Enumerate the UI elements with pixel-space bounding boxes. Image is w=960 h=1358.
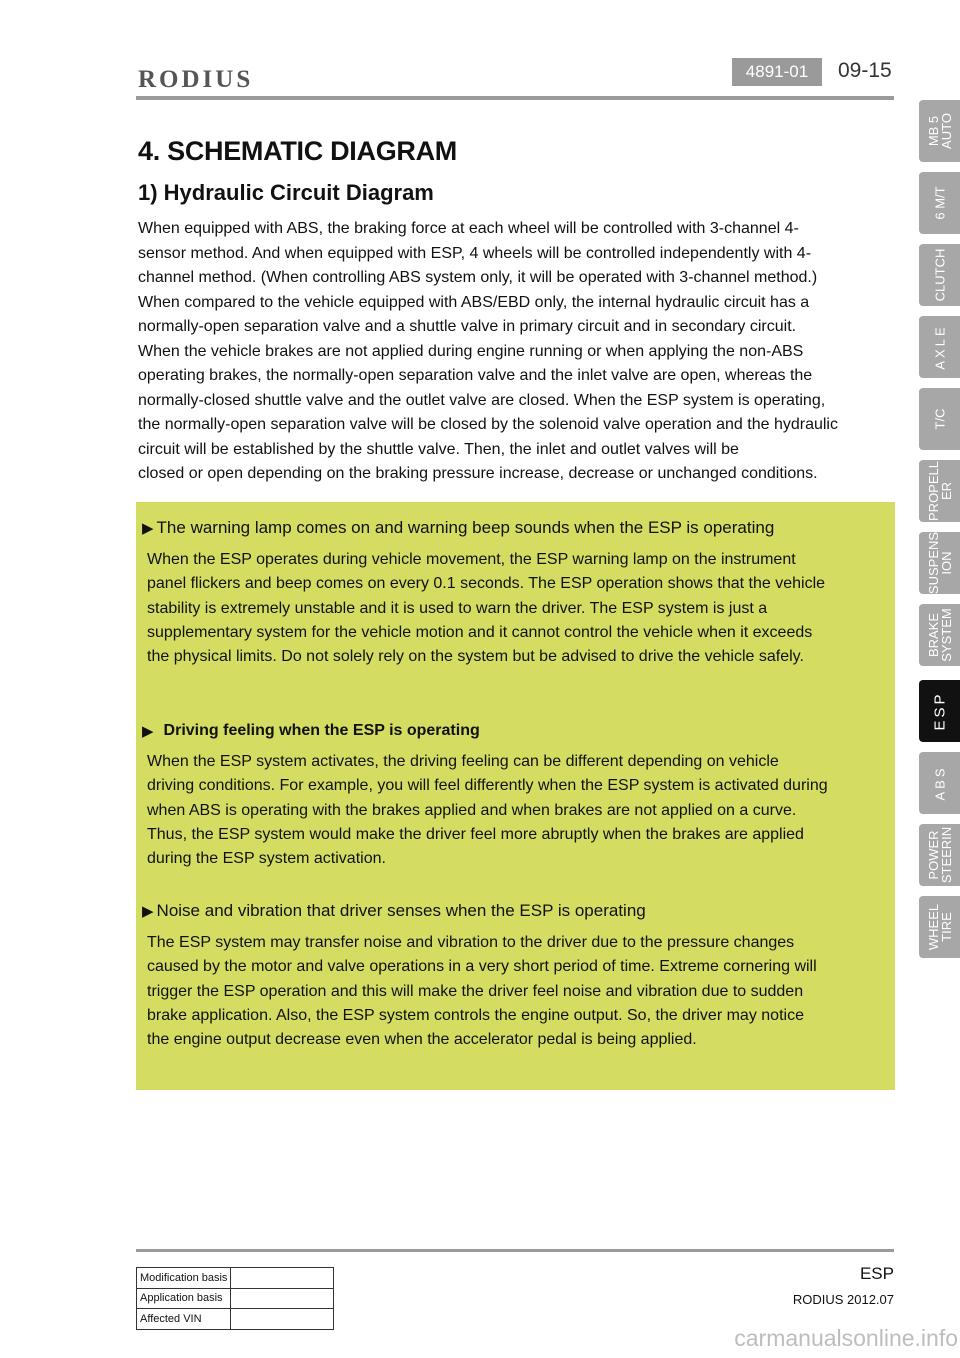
triangle-bullet-icon: ▶ <box>142 903 154 920</box>
note-line: when ABS is operating with the brakes applied and when brakes are not applied on a curve. <box>147 801 797 819</box>
note-section-title <box>142 901 862 921</box>
tab-mb5-auto[interactable] <box>919 100 960 162</box>
note-section-heading: The warning lamp comes on and warning beep sounds when the ESP is operating <box>156 518 775 537</box>
intro-line: operating brakes, the normally-open separation valve and the inlet valve are open, whereas the <box>138 367 813 384</box>
note-section-heading: Driving feeling when the ESP is operating <box>163 722 480 739</box>
table-cell <box>231 1268 334 1289</box>
table-label: Affected VIN <box>137 1309 231 1330</box>
tab-label-line: WHEEL <box>925 903 941 951</box>
table-label: Modification basis <box>137 1268 231 1289</box>
brand-logo: RODIUS <box>138 66 254 93</box>
note-line: caused by the motor and valve operations in a very short period of time. Extreme cornering will <box>147 958 817 976</box>
note-section-noise-vibration <box>142 901 862 1052</box>
tab-esp[interactable] <box>919 680 960 742</box>
note-line: When the ESP system activates, the driving feeling can be different depending on vehicle <box>147 753 779 770</box>
tab-label-line: PROPELL <box>925 461 941 521</box>
tab-label-line: ION <box>938 551 954 575</box>
intro-line: closed or open depending on the braking pressure increase, decrease or unchanged conditions. <box>138 465 818 482</box>
tab-power-steering[interactable] <box>919 824 960 886</box>
triangle-bullet-icon: ▶ <box>142 723 154 740</box>
tab-label-line: ABS <box>932 765 947 801</box>
note-line: the physical limits. Do not solely rely on the system but be advised to drive the vehicle safely. <box>147 648 804 666</box>
table-label: Application basis <box>137 1288 231 1309</box>
footer-section-name: ESP <box>859 1264 894 1283</box>
note-section-title <box>142 722 862 740</box>
tab-label-line: STEERIN <box>938 826 954 884</box>
tab-label-line: BRAKE <box>925 612 941 658</box>
tab-abs[interactable] <box>919 752 960 814</box>
tab-axle[interactable] <box>919 316 960 378</box>
table-cell <box>231 1309 334 1330</box>
intro-line: When equipped with ABS, the braking force at each wheel will be controlled with 3-channel 4- <box>138 220 799 237</box>
intro-line: channel method. (When controlling ABS system only, it will be operated with 3-channel method.) <box>138 269 818 286</box>
note-section-driving-feeling <box>142 722 862 871</box>
tab-label-line: ESP <box>931 691 948 731</box>
tab-suspension[interactable] <box>919 532 960 594</box>
note-section-body <box>142 750 862 871</box>
intro-line: normally-closed shuttle valve and the outlet valve are closed. When the ESP system is operating, <box>138 391 826 409</box>
note-line: driving conditions. For example, you will feel differently when the ESP system is activated during <box>147 777 828 795</box>
note-line: The ESP system may transfer noise and vibration to the driver due to the pressure changes <box>147 934 795 951</box>
tab-label-line: AUTO <box>938 113 954 149</box>
tab-6mt[interactable] <box>919 172 960 234</box>
tab-label-line: T/C <box>932 408 947 430</box>
modification-table <box>136 1267 334 1330</box>
note-section-title <box>142 518 862 538</box>
tab-brake-system[interactable] <box>919 604 960 666</box>
tab-label-line: MB 5 <box>925 115 941 147</box>
watermark: carmanualsonline.info <box>734 1325 958 1351</box>
page-title: 4. SCHEMATIC DIAGRAM <box>138 136 458 166</box>
note-line: the engine output decrease even when the accelerator pedal is being applied. <box>147 1031 697 1049</box>
table-row <box>137 1268 334 1289</box>
intro-paragraph <box>138 217 868 487</box>
note-section-heading: Noise and vibration that driver senses when the ESP is operating <box>156 901 646 920</box>
page-number: 09-15 <box>838 59 892 82</box>
note-line: trigger the ESP operation and this will make the driver feel noise and vibration due to sudden <box>147 982 804 1000</box>
tab-label-line: CLUTCH <box>932 248 947 302</box>
intro-line: the normally-open separation valve will be closed by the solenoid valve operation and the hydraulic <box>138 416 838 433</box>
note-line: brake application. Also, the ESP system controls the engine output. So, the driver may notice <box>147 1006 804 1024</box>
note-section-body <box>142 931 862 1052</box>
table-row <box>137 1288 334 1309</box>
note-section-body <box>142 548 862 669</box>
note-line: stability is extremely unstable and it is used to warn the driver. The ESP system is just a <box>147 599 768 617</box>
tab-wheel-tire[interactable] <box>919 896 960 958</box>
header-divider <box>136 96 894 100</box>
tab-label-line: 6 M/T <box>932 186 947 220</box>
triangle-bullet-icon: ▶ <box>142 520 154 537</box>
tab-label-line: SYSTEM <box>938 608 954 662</box>
note-line: Thus, the ESP system would make the driver feel more abruptly when the brakes are applied <box>147 825 804 843</box>
intro-line: circuit will be established by the shuttle valve. Then, the inlet and outlet valves will be <box>138 440 739 458</box>
table-row <box>137 1309 334 1330</box>
tab-label-line: ER <box>938 481 954 501</box>
note-section-warning-lamp <box>142 518 862 669</box>
tab-propeller[interactable] <box>919 460 960 522</box>
note-line: panel flickers and beep comes on every 0.1 seconds. The ESP operation shows that the vehicle <box>147 575 826 593</box>
note-line: When the ESP operates during vehicle movement, the ESP warning lamp on the instrument <box>147 551 796 568</box>
footer-model-date: RODIUS 2012.07 <box>792 1292 894 1307</box>
section-subtitle: 1) Hydraulic Circuit Diagram <box>138 180 434 205</box>
table-cell <box>231 1288 334 1309</box>
footer-divider <box>136 1249 894 1252</box>
note-line: during the ESP system activation. <box>147 850 386 868</box>
tab-tc[interactable] <box>919 388 960 450</box>
intro-line: When compared to the vehicle equipped with ABS/EBD only, the internal hydraulic circuit has a <box>138 293 810 311</box>
intro-line: When the vehicle brakes are not applied during engine running or when applying the non-ABS <box>138 342 804 360</box>
intro-line: normally-open separation valve and a shuttle valve in primary circuit and in secondary circuit. <box>138 318 797 335</box>
intro-line: sensor method. And when equipped with ESP, 4 wheels will be controlled independently with 4- <box>138 244 812 262</box>
tab-label-line: POWER <box>925 830 941 880</box>
tab-label-line: TIRE <box>938 912 954 942</box>
tab-label-line: SUSPENS <box>925 531 941 595</box>
document-code-badge: 4891-01 <box>732 58 822 86</box>
tab-label-line: AXLE <box>932 324 947 370</box>
note-line: supplementary system for the vehicle motion and it cannot control the vehicle when it exceeds <box>147 623 813 641</box>
tab-clutch[interactable] <box>919 244 960 306</box>
